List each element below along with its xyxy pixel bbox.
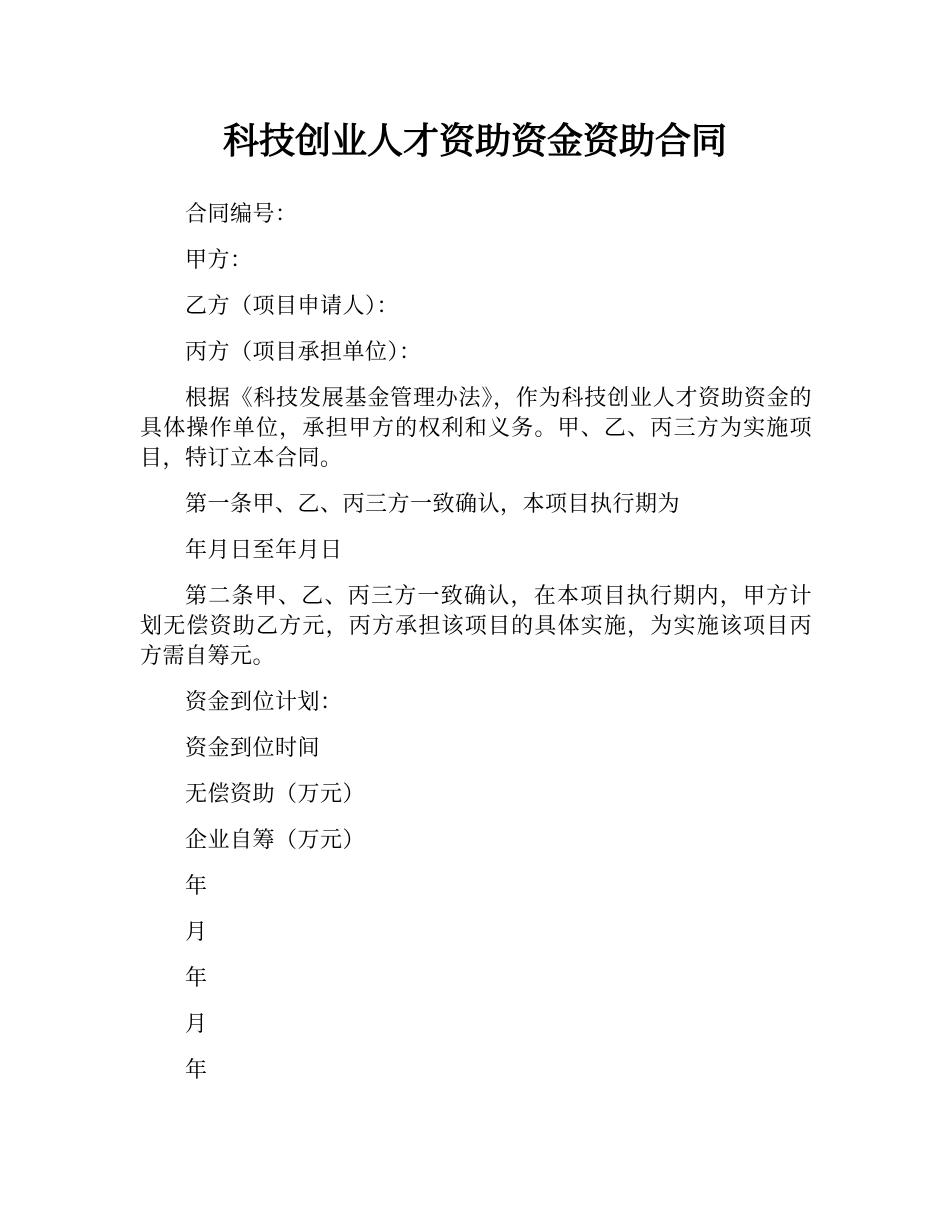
year-line: 年: [185, 1058, 208, 1083]
party-a-line: 甲方：: [185, 248, 253, 273]
execution-period-line: 年月日至年月日: [185, 538, 343, 563]
grant-amount-label: 无偿资助（万元）: [185, 782, 366, 807]
self-funding-label: 企业自筹（万元）: [185, 828, 366, 853]
party-b-line: 乙方（项目申请人）：: [185, 294, 400, 319]
year-line: 年: [185, 874, 208, 899]
contract-number-line: 合同编号：: [185, 202, 298, 227]
article-two-paragraph: 第二条甲、乙、丙三方一致确认，在本项目执行期内，甲方计划无偿资助乙方元，丙方承担该项目的具体实施，为实施该项目丙方需自筹元。: [140, 584, 812, 669]
year-line: 年: [185, 966, 208, 991]
month-line: 月: [185, 920, 208, 945]
funding-plan-heading: 资金到位计划：: [185, 690, 343, 715]
document-title: 科技创业人才资助资金资助合同: [222, 121, 727, 162]
party-c-line: 丙方（项目承担单位）：: [185, 340, 422, 365]
month-line: 月: [185, 1012, 208, 1037]
funding-time-label: 资金到位时间: [185, 736, 321, 761]
document-body: [140, 200, 812, 1102]
article-one-paragraph: 第一条甲、乙、丙三方一致确认，本项目执行期为: [185, 492, 681, 517]
preamble-paragraph: 根据《科技发展基金管理办法》，作为科技创业人才资助资金的具体操作单位，承担甲方的权利和义务。甲、乙、丙三方为实施项目，特订立本合同。: [140, 386, 812, 471]
